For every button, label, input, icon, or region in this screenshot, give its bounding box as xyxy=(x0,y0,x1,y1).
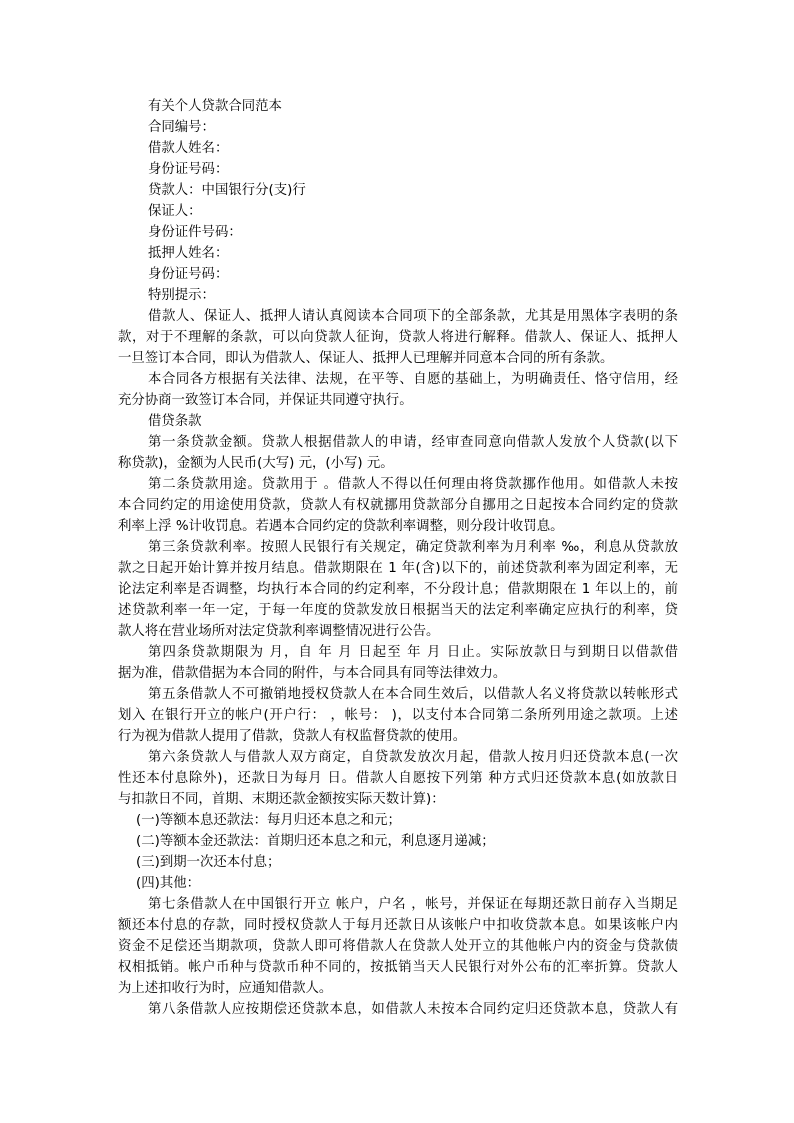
section-heading: 借贷条款 xyxy=(148,414,202,429)
article-line: 款人将在营业场所对法定贷款利率调整情况进行公告。 xyxy=(118,624,440,639)
article-8 xyxy=(118,999,678,1020)
preamble-line: 本合同各方根据有关法律、法规，在平等、自愿的基础上，为明确责任、恪守信用，经 xyxy=(148,372,678,387)
contract-page xyxy=(118,96,678,1020)
preamble-line: 充分协商一致签订本合同，并保证共同遵守执行。 xyxy=(118,393,413,408)
article-line: 第六条贷款人与借款人双方商定，自贷款发放次月起，借款人按月归还贷款本息(一次 xyxy=(148,750,678,765)
article-line: 述贷款利率一年一定，于每一年度的贷款发放日根据当天的法定利率确定应执行的利率，贷 xyxy=(118,603,678,618)
repayment-option: (四)其他： xyxy=(136,876,201,891)
article-4 xyxy=(118,642,678,684)
article-line: 与扣款日不同，首期、末期还款金额按实际天数计算)： xyxy=(118,792,445,807)
article-5 xyxy=(118,684,678,747)
article-line: 第二条贷款用途。贷款用于 。借款人不得以任何理由将贷款挪作他用。如借款人未按 xyxy=(148,477,678,492)
article-line: 利率上浮 %计收罚息。若遇本合同约定的贷款利率调整，则分段计收罚息。 xyxy=(118,519,564,534)
document-title: 有关个人贷款合同范本 xyxy=(148,99,282,114)
field-lender: 贷款人：中国银行分(支)行 xyxy=(148,183,306,198)
preamble xyxy=(118,369,678,411)
notice-line: 借款人、保证人、抵押人请认真阅读本合同项下的全部条款，尤其是用黑体字表明的条 xyxy=(148,309,678,324)
article-line: 行为视为借款人提用了借款，贷款人有权监督贷款的使用。 xyxy=(118,729,467,744)
article-line: 第八条借款人应按期偿还贷款本息，如借款人未按本合同约定归还贷款本息，贷款人有 xyxy=(148,1002,678,1017)
field-contract-number: 合同编号： xyxy=(148,120,215,135)
article-2 xyxy=(118,474,678,537)
article-line: 论法定利率是否调整，均执行本合同的约定利率，不分段计息；借款期限在 1 年以上的，前 xyxy=(118,582,678,597)
field-borrower-name: 借款人姓名： xyxy=(148,141,229,156)
article-line: 第七条借款人在中国银行开立 帐户，户名 ，帐号，并保证在每期还款日前存入当期足 xyxy=(148,897,678,912)
article-6 xyxy=(118,747,678,810)
article-line: 性还本付息除外)，还款日为每月 日。借款人自愿按下列第 种方式归还贷款本息(如放款日 xyxy=(118,771,678,786)
field-guarantor: 保证人： xyxy=(148,204,202,219)
special-notice-text xyxy=(118,306,678,369)
article-line: 额还本付息的存款，同时授权贷款人于每月还款日从该帐户中扣收贷款本息。如果该帐户内 xyxy=(118,918,678,933)
article-line: 款之日起开始计算并按月结息。借款期限在 1 年(含)以下的，前述贷款利率为固定利率，无 xyxy=(118,561,678,576)
article-line: 第五条借款人不可撤销地授权贷款人在本合同生效后，以借款人名义将贷款以转帐形式 xyxy=(148,687,678,702)
article-line: 第四条贷款期限为 月，自 年 月 日起至 年 月 日止。实际放款日与到期日以借款借 xyxy=(148,645,678,660)
header-fields xyxy=(118,117,678,306)
repayment-option: (一)等额本息还款法：每月归还本息之和元； xyxy=(136,813,401,828)
article-line: 为上述扣收行为时，应通知借款人。 xyxy=(118,981,333,996)
repayment-option: (二)等额本金还款法：首期归还本息之和元，利息逐月递减； xyxy=(136,834,495,849)
article-line: 权相抵销。帐户币种与贷款币种不同的，按抵销当天人民银行对外公布的汇率折算。贷款人 xyxy=(118,960,678,975)
article-line: 划入 在银行开立的帐户(开户行： ，帐号： )，以支付本合同第二条所列用途之款项。上述 xyxy=(118,708,678,723)
repayment-options xyxy=(118,810,678,894)
article-3 xyxy=(118,537,678,642)
notice-line: 一旦签订本合同，即认为借款人、保证人、抵押人已理解并同意本合同的所有条款。 xyxy=(118,351,614,366)
article-line: 称贷款)，金额为人民币(大写) 元，(小写) 元。 xyxy=(118,456,394,471)
article-line: 第三条贷款利率。按照人民银行有关规定，确定贷款利率为月利率 ‰，利息从贷款放 xyxy=(148,540,678,555)
field-mortgagor-name: 抵押人姓名： xyxy=(148,246,229,261)
notice-line: 款，对于不理解的条款，可以向贷款人征询，贷款人将进行解释。借款人、保证人、抵押人 xyxy=(118,330,678,345)
special-notice-label: 特别提示： xyxy=(148,288,215,303)
article-line: 据为准，借款借据为本合同的附件，与本合同具有同等法律效力。 xyxy=(118,666,507,681)
repayment-option: (三)到期一次还本付息； xyxy=(136,855,281,870)
article-line: 第一条贷款金额。贷款人根据借款人的申请，经审查同意向借款人发放个人贷款(以下 xyxy=(148,435,678,450)
field-mortgagor-id: 身份证号码： xyxy=(148,267,229,282)
article-7 xyxy=(118,894,678,999)
article-1 xyxy=(118,432,678,474)
field-borrower-id: 身份证号码： xyxy=(148,162,229,177)
field-guarantor-id: 身份证件号码： xyxy=(148,225,242,240)
article-line: 资金不足偿还当期款项，贷款人即可将借款人在贷款人处开立的其他帐户内的资金与贷款债 xyxy=(118,939,678,954)
article-line: 本合同约定的用途使用贷款，贷款人有权就挪用贷款部分自挪用之日起按本合同约定的贷款 xyxy=(118,498,678,513)
